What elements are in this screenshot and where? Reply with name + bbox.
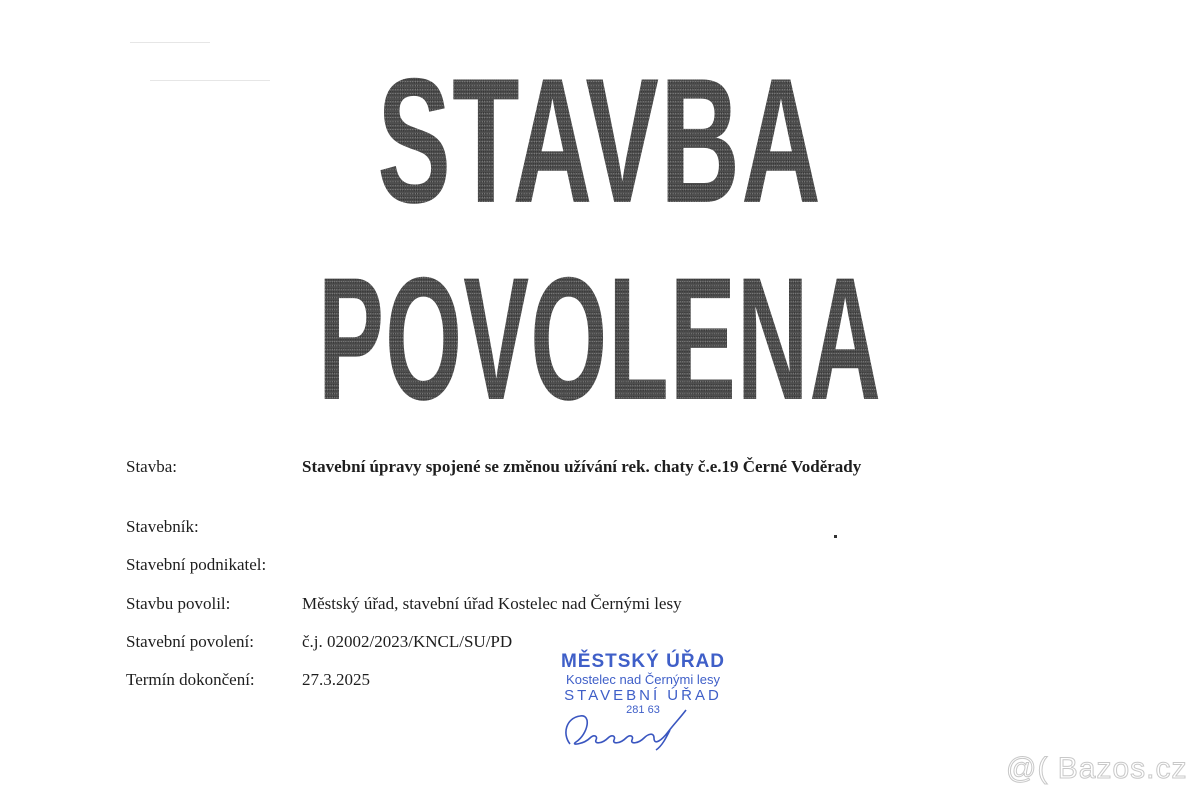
signature-icon: [558, 704, 698, 752]
field-label: Stavebník:: [126, 517, 199, 536]
field-label: Stavbu povolil:: [126, 594, 231, 613]
stamp-line-3: STAVEBNÍ ÚŘAD: [564, 687, 722, 704]
headline-line-1: [0, 41, 1200, 240]
bazos-watermark: @( Bazos.cz: [1006, 752, 1188, 785]
field-value: č.j. 02002/2023/KNCL/SU/PD: [302, 632, 513, 651]
field-value: 27.3.2025: [302, 670, 370, 689]
scan-artifact: [130, 42, 210, 43]
headline-povolena: POVOLENA: [318, 242, 882, 437]
headline-stavba: STAVBA: [377, 41, 823, 240]
scan-speck: [834, 535, 837, 538]
field-value: Městský úřad, stavební úřad Kostelec nad Černými lesy: [302, 594, 682, 613]
official-stamp: [548, 652, 738, 752]
stamp-line-4: 281 63: [626, 704, 660, 716]
stamp-line-2: Kostelec nad Černými lesy: [566, 672, 720, 687]
field-label: Stavební povolení:: [126, 632, 254, 651]
field-label: Termín dokončení:: [126, 670, 255, 689]
field-label: Stavební podnikatel:: [126, 555, 267, 574]
stamp-line-1: MĚSTSKÝ ÚŘAD: [560, 651, 725, 672]
headline-line-2: [0, 242, 1200, 437]
field-value: Stavební úpravy spojené se změnou užívání rek. chaty č.e.19 Černé Voděrady: [302, 457, 862, 476]
field-label: Stavba:: [126, 457, 177, 476]
